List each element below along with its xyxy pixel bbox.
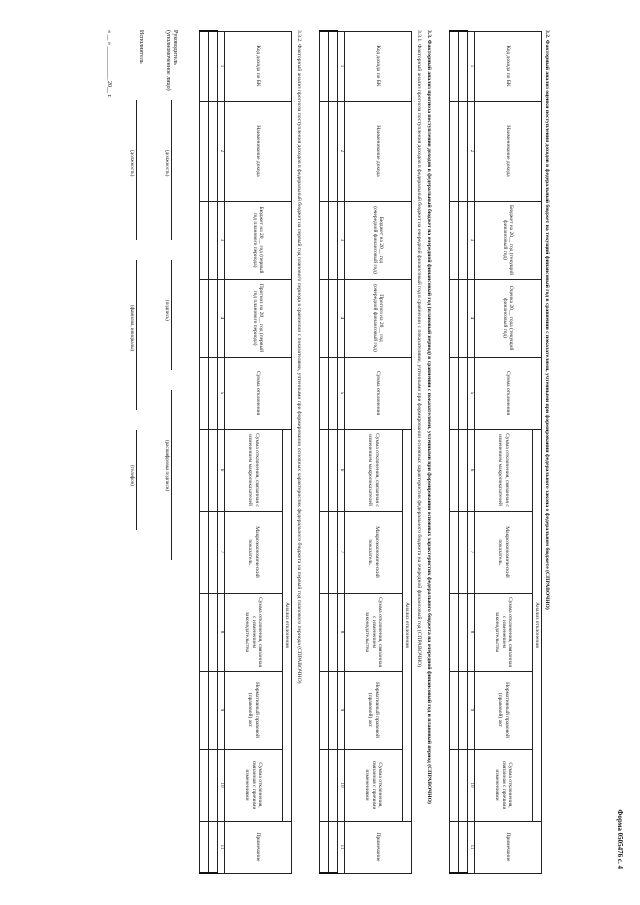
section-3-3-title: 3.3. Факторный анализ прогноза поступления доходов в федеральный бюджет на очередной финансовый год (плановый период) в сравнении с показателями, учтенными при формировании основных характеристик федерального бюджета на очередной финансовый год и плановый период (СПРАВОЧНО) <box>426 30 432 804</box>
empty-cell[interactable] <box>200 749 209 821</box>
empty-cell[interactable] <box>329 511 338 593</box>
signature-line[interactable] <box>171 260 172 370</box>
col-number: 2 <box>468 101 475 201</box>
table-row <box>329 31 338 873</box>
col-header: Оценка 20__ года (текущий финансовый год) <box>475 279 542 357</box>
col-header: Прогноз на 20__ год (очередной финансовый год) <box>345 279 412 357</box>
col-number: 11 <box>468 821 475 873</box>
col-number: 10 <box>218 749 225 821</box>
analysis-header: Анализ отклонения <box>403 429 412 821</box>
table-3-3-2 <box>199 30 292 874</box>
col-header: Нормативный правовой (правовой) акт <box>225 671 283 749</box>
col-header: Код дохода по БК <box>475 31 542 101</box>
col-number: 3 <box>338 201 345 279</box>
col-header: Сумма отклонения, связанная с прочими изменениями <box>475 749 533 821</box>
col-header: Сумма отклонения, связанная с изменением законодательства <box>475 593 533 671</box>
col-number: 5 <box>218 357 225 429</box>
col-number: 4 <box>468 279 475 357</box>
empty-cell[interactable] <box>450 101 459 201</box>
empty-cell[interactable] <box>459 201 468 279</box>
empty-cell[interactable] <box>450 279 459 357</box>
empty-cell[interactable] <box>209 101 218 201</box>
col-header: Сумма отклонения <box>475 357 542 429</box>
empty-cell[interactable] <box>200 593 209 671</box>
col-number: 4 <box>338 279 345 357</box>
col-number: 8 <box>218 593 225 671</box>
decoding-hint: (расшифровка подписи) <box>164 440 169 492</box>
empty-cell[interactable] <box>459 749 468 821</box>
empty-cell[interactable] <box>209 593 218 671</box>
empty-cell[interactable] <box>450 749 459 821</box>
table-row <box>320 31 329 873</box>
empty-cell[interactable] <box>320 511 329 593</box>
date-field[interactable]: « __ » ___________ 20__ г. <box>106 30 112 98</box>
col-header: Макроэкономический показатель <box>345 511 403 593</box>
table-3-2 <box>449 30 542 874</box>
fullname-line[interactable] <box>136 260 137 410</box>
empty-cell[interactable] <box>320 357 329 429</box>
empty-cell[interactable] <box>450 671 459 749</box>
col-header: Сумма отклонения, связанная с изменением макропоказателей <box>225 429 283 511</box>
empty-cell[interactable] <box>320 429 329 511</box>
section-3-3-1-title: 3.3.1. Факторный анализ прогноза поступления доходов в федеральный бюджет на очередной финансовый год в сравнении с показателями, учтенными при формировании основных характеристик федерального бюджета на очередной финансовый год (СПРАВОЧНО) <box>416 30 422 668</box>
col-header: Макроэкономический показатель <box>225 511 283 593</box>
empty-cell[interactable] <box>209 671 218 749</box>
empty-cell[interactable] <box>320 749 329 821</box>
head-label: Руководитель (уполномоченное лицо) <box>164 30 178 91</box>
col-header: Бюджет на 20__ год (очередной финансовый год) <box>345 201 412 279</box>
col-number: 9 <box>468 671 475 749</box>
col-number: 6 <box>468 429 475 511</box>
empty-cell[interactable] <box>329 201 338 279</box>
fullname-hint: (фамилия, инициалы) <box>129 305 134 352</box>
col-number: 8 <box>338 593 345 671</box>
section-3-2-title: 3.2. Факторный анализ оценки поступления доходов в федеральный бюджет на текущий финансовый год в сравнении с показателями, учтенными при формировании федерального закона о федеральном бюджете (СПРАВОЧНО) <box>544 30 550 610</box>
col-number: 3 <box>468 201 475 279</box>
position-hint: (должность) <box>164 150 169 177</box>
empty-cell[interactable] <box>329 429 338 511</box>
executor-position-line[interactable] <box>136 100 137 240</box>
col-number: 5 <box>338 357 345 429</box>
col-number: 10 <box>338 749 345 821</box>
col-header: Прогноз на 20__ год (первый год планового периода) <box>225 279 292 357</box>
col-header: Нормативный правовой (правовой) акт <box>345 671 403 749</box>
phone-line[interactable] <box>136 430 137 530</box>
col-number: 11 <box>218 821 225 873</box>
empty-cell[interactable] <box>200 357 209 429</box>
col-number: 7 <box>338 511 345 593</box>
position-line[interactable] <box>171 100 172 240</box>
empty-cell[interactable] <box>450 821 459 873</box>
col-header: Бюджет на 20__ год (первый год планового периода) <box>225 201 292 279</box>
empty-cell[interactable] <box>200 279 209 357</box>
col-header: Наименование дохода <box>225 101 292 201</box>
table-row <box>200 31 209 873</box>
empty-cell[interactable] <box>450 511 459 593</box>
empty-cell[interactable] <box>459 101 468 201</box>
empty-cell[interactable] <box>459 593 468 671</box>
decoding-line[interactable] <box>171 390 172 560</box>
col-number: 8 <box>468 593 475 671</box>
col-header: Код дохода по БК <box>225 31 292 101</box>
col-header: Сумма отклонения, связанная с изменением законодательства <box>225 593 283 671</box>
empty-cell[interactable] <box>200 671 209 749</box>
col-number: 2 <box>338 101 345 201</box>
col-number: 6 <box>338 429 345 511</box>
signature-hint: (подпись) <box>164 300 169 321</box>
col-header: Сумма отклонения, связанная с прочими изменениями <box>225 749 283 821</box>
executor-label: Исполнитель <box>138 30 144 64</box>
col-header: Наименование дохода <box>345 101 412 201</box>
empty-cell[interactable] <box>209 279 218 357</box>
col-header: Наименование дохода <box>475 101 542 201</box>
empty-cell[interactable] <box>450 31 459 101</box>
col-number: 2 <box>218 101 225 201</box>
col-header: Нормативный правовой (правовой) акт <box>475 671 533 749</box>
col-header: Сумма отклонения, связанная с изменением макропоказателей <box>475 429 533 511</box>
col-number: 3 <box>218 201 225 279</box>
col-number: 6 <box>218 429 225 511</box>
col-header: Сумма отклонения <box>345 357 412 429</box>
empty-cell[interactable] <box>320 101 329 201</box>
col-number: 1 <box>338 31 345 101</box>
col-header: Сумма отклонения, связанная с изменением макропоказателей <box>345 429 403 511</box>
empty-cell[interactable] <box>200 31 209 101</box>
empty-cell[interactable] <box>320 31 329 101</box>
empty-cell[interactable] <box>450 429 459 511</box>
col-header: Код дохода по БК <box>345 31 412 101</box>
empty-cell[interactable] <box>329 31 338 101</box>
col-number: 5 <box>468 357 475 429</box>
empty-cell[interactable] <box>209 429 218 511</box>
analysis-header: Анализ отклонения <box>283 429 292 821</box>
col-number: 11 <box>338 821 345 873</box>
table-row <box>209 31 218 873</box>
empty-cell[interactable] <box>200 429 209 511</box>
empty-cell[interactable] <box>200 821 209 873</box>
section-3-3-2-title: 3.3.2. Факторный анализ прогноза поступления доходов в федеральный бюджет на первый год планового периода в сравнении с показателями, учтенными при формировании основных характеристик федерального бюджета на первый год планового периода (СПРАВОЧНО) <box>296 30 302 684</box>
col-number: 1 <box>468 31 475 101</box>
empty-cell[interactable] <box>320 279 329 357</box>
empty-cell[interactable] <box>200 101 209 201</box>
empty-cell[interactable] <box>320 671 329 749</box>
col-header: Бюджет на 20__ год (текущий финансовый год) <box>475 201 542 279</box>
empty-cell[interactable] <box>459 357 468 429</box>
empty-cell[interactable] <box>200 201 209 279</box>
empty-cell[interactable] <box>209 821 218 873</box>
col-number: 10 <box>468 749 475 821</box>
empty-cell[interactable] <box>459 279 468 357</box>
col-header: Макроэкономический показатель <box>475 511 533 593</box>
col-number: 9 <box>338 671 345 749</box>
col-header: Сумма отклонения, связанная с прочими изменениями <box>345 749 403 821</box>
col-header: Примечание <box>345 821 412 873</box>
col-header: Сумма отклонения <box>225 357 292 429</box>
empty-cell[interactable] <box>329 749 338 821</box>
empty-cell[interactable] <box>320 821 329 873</box>
empty-cell[interactable] <box>209 511 218 593</box>
form-number: Форма 0505476 с. 4 <box>616 809 624 869</box>
empty-cell[interactable] <box>450 593 459 671</box>
empty-cell[interactable] <box>459 31 468 101</box>
table-3-3-1 <box>319 30 412 874</box>
col-number: 9 <box>218 671 225 749</box>
empty-cell[interactable] <box>209 31 218 101</box>
empty-cell[interactable] <box>209 749 218 821</box>
empty-cell[interactable] <box>209 357 218 429</box>
empty-cell[interactable] <box>459 511 468 593</box>
analysis-header: Анализ отклонения <box>533 429 542 821</box>
col-header: Примечание <box>475 821 542 873</box>
phone-hint: (телефон) <box>129 465 134 486</box>
empty-cell[interactable] <box>320 201 329 279</box>
empty-cell[interactable] <box>459 429 468 511</box>
empty-cell[interactable] <box>329 357 338 429</box>
col-number: 4 <box>218 279 225 357</box>
col-number: 7 <box>218 511 225 593</box>
empty-cell[interactable] <box>329 821 338 873</box>
table-row <box>450 31 459 873</box>
empty-cell[interactable] <box>320 593 329 671</box>
empty-cell[interactable] <box>450 201 459 279</box>
col-number: 7 <box>468 511 475 593</box>
col-header: Примечание <box>225 821 292 873</box>
empty-cell[interactable] <box>200 511 209 593</box>
empty-cell[interactable] <box>459 821 468 873</box>
empty-cell[interactable] <box>209 201 218 279</box>
table-row <box>459 31 468 873</box>
empty-cell[interactable] <box>329 101 338 201</box>
empty-cell[interactable] <box>329 671 338 749</box>
empty-cell[interactable] <box>450 357 459 429</box>
empty-cell[interactable] <box>459 671 468 749</box>
executor-position-hint: (должность) <box>129 150 134 177</box>
col-number: 1 <box>218 31 225 101</box>
col-header: Сумма отклонения, связанная с изменением законодательства <box>345 593 403 671</box>
empty-cell[interactable] <box>329 593 338 671</box>
empty-cell[interactable] <box>329 279 338 357</box>
